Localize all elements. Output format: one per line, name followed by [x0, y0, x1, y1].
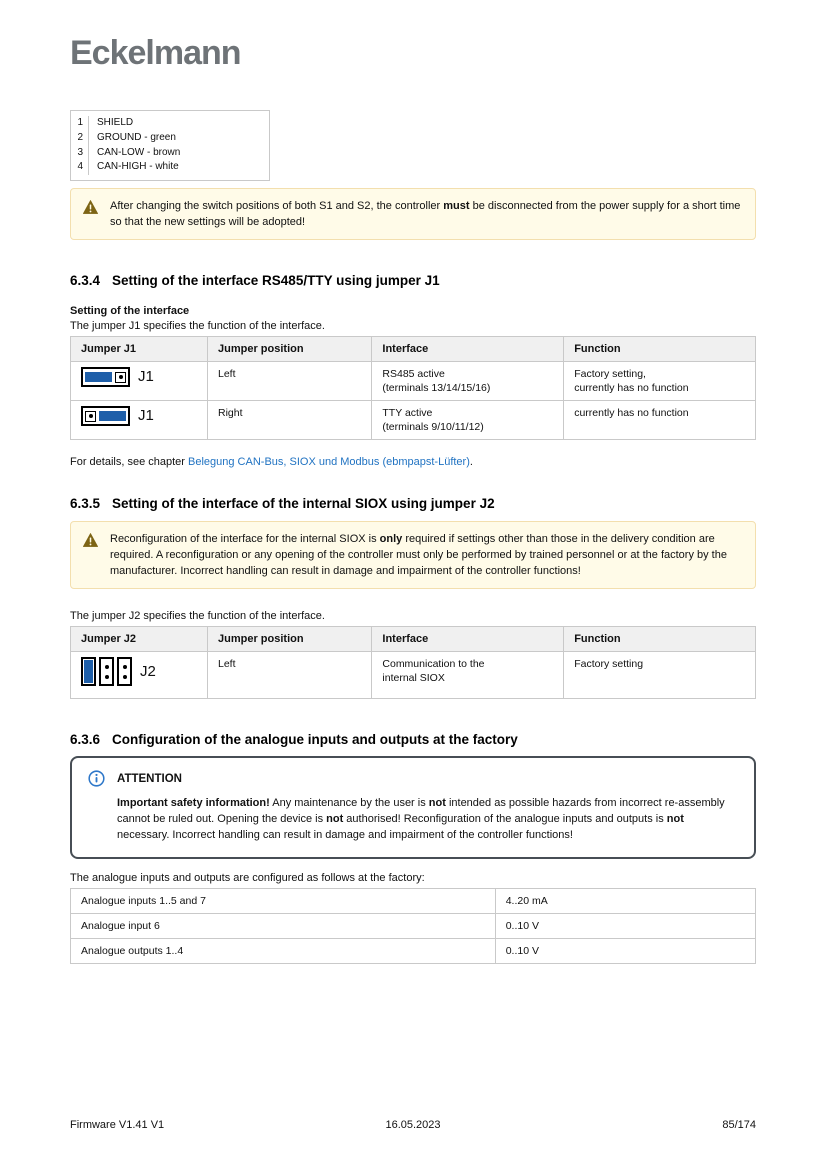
warning-text-bold: must	[443, 200, 470, 213]
header-jumper-position: Jumper position	[208, 627, 372, 652]
warning-text-bold: only	[379, 533, 403, 546]
jumper-j2-table	[70, 626, 756, 699]
section-heading-635	[70, 496, 756, 512]
interface-line: (terminals 13/14/15/16)	[382, 382, 491, 395]
section-number: 6.3.5	[70, 496, 101, 512]
header-function: Function	[564, 627, 756, 652]
warning-notice-s1s2	[70, 188, 756, 240]
jumper-label: J2	[140, 662, 156, 680]
page-content	[70, 36, 756, 964]
footer-firmware-version: Firmware V1.41 V1	[70, 1119, 165, 1131]
warning-text-post: be disconnected from the power supply for a short time so that the new settings will be adopted!	[110, 200, 741, 229]
attention-body	[117, 795, 738, 843]
jumper-label: J1	[138, 407, 154, 425]
analogue-value-cell: 0..10 V	[495, 939, 755, 964]
header-interface: Interface	[372, 627, 564, 652]
j1-intro-text: The jumper J1 specifies the function of the interface.	[70, 320, 325, 333]
position-cell: Right	[208, 401, 372, 440]
can-connector-legend	[70, 110, 270, 181]
interface-cell	[372, 401, 564, 440]
warning-triangle-icon	[83, 200, 98, 214]
warning-text	[110, 531, 743, 579]
legend-label: CAN-LOW - brown	[97, 146, 181, 158]
section-title: Setting of the interface RS485/TTY using jumper J1	[112, 273, 440, 289]
legend-number: 3	[71, 146, 89, 161]
attention-seg: Any maintenance by the user is	[269, 797, 429, 810]
legend-row	[71, 131, 269, 146]
position-cell: Left	[208, 362, 372, 401]
table-row	[71, 914, 756, 939]
attention-seg-bold: not	[428, 797, 446, 810]
table-row	[71, 889, 756, 914]
section-title: Configuration of the analogue inputs and outputs at the factory	[112, 732, 518, 748]
section-number: 6.3.4	[70, 273, 101, 289]
header-jumper-j1: Jumper J1	[71, 337, 208, 362]
jumper-j1-right-icon	[81, 406, 130, 426]
section-heading-636	[70, 732, 756, 748]
details-post: .	[469, 456, 473, 469]
header-function: Function	[564, 337, 756, 362]
interface-line: Communication to the	[382, 658, 485, 671]
warning-text-pre: Reconfiguration of the interface for the internal SIOX is	[110, 533, 380, 546]
attention-seg: intended as possible hazards from incorrect re-assembly cannot be ruled out. Opening the device is	[117, 797, 725, 826]
analogue-value-cell: 4..20 mA	[495, 889, 755, 914]
attention-seg-bold: not	[666, 813, 684, 826]
attention-seg: necessary. Incorrect handling can result in damage and impairment of the controller functions!	[117, 829, 573, 842]
info-circle-icon	[88, 770, 105, 787]
analogue-value-cell: 0..10 V	[495, 914, 755, 939]
legend-row	[71, 146, 269, 161]
legend-label: GROUND - green	[97, 131, 176, 143]
jumper-j2-left-icon	[81, 657, 132, 686]
analogue-label-cell: Analogue inputs 1..5 and 7	[71, 889, 496, 914]
j2-intro-text: The jumper J2 specifies the function of the interface.	[70, 610, 325, 623]
interface-line: TTY active	[382, 407, 433, 420]
function-line: Factory setting,	[574, 368, 646, 381]
section-title: Setting of the interface of the internal SIOX using jumper J2	[112, 496, 495, 512]
legend-row	[71, 116, 269, 131]
section-heading-634	[70, 273, 756, 289]
interface-cell	[372, 652, 564, 699]
position-cell: Left	[208, 652, 372, 699]
function-cell	[564, 401, 756, 440]
legend-row	[71, 160, 269, 175]
interface-line: RS485 active	[382, 368, 445, 381]
jumper-cell	[71, 362, 208, 401]
attention-box	[70, 756, 756, 859]
footer-date: 16.05.2023	[385, 1119, 441, 1131]
legend-number: 4	[71, 160, 89, 175]
function-line: currently has no function	[574, 407, 689, 420]
table-header-row	[71, 337, 756, 362]
jumper-cell	[71, 401, 208, 440]
details-line	[70, 455, 756, 470]
legend-label: SHIELD	[97, 117, 134, 128]
legend-number: 2	[71, 131, 89, 146]
interface-line: (terminals 9/10/11/12)	[382, 421, 484, 434]
function-cell: Factory setting	[564, 652, 756, 699]
interface-line: internal SIOX	[382, 672, 445, 685]
warning-text-pre: After changing the switch positions of both S1 and S2, the controller	[110, 200, 444, 213]
legend-number: 1	[71, 116, 89, 131]
attention-seg: authorised! Reconfiguration of the analogue inputs and outputs is	[343, 813, 667, 826]
attention-title: ATTENTION	[117, 772, 182, 785]
analogue-intro-text: The analogue inputs and outputs are configured as follows at the factory:	[70, 872, 425, 885]
table-row	[71, 652, 756, 699]
warning-text-post: required if settings other than those in the delivery condition are required. A reconfiguration or any opening of the controller must only be performed by trained personnel or at the factory by the manufacturer. Incorrect handling can result in damage and impairment of the controller functions!	[110, 533, 727, 578]
details-pre: For details, see chapter	[70, 456, 189, 469]
table-row	[71, 939, 756, 964]
table-header-row	[71, 627, 756, 652]
jumper-cell	[71, 652, 208, 699]
analogue-label-cell: Analogue input 6	[71, 914, 496, 939]
page-footer	[70, 1119, 756, 1131]
footer-page-number: 85/174	[722, 1119, 757, 1131]
table-row	[71, 362, 756, 401]
analogue-config-table	[70, 888, 756, 964]
chapter-link[interactable]: Belegung CAN-Bus, SIOX und Modbus (ebmpapst-Lüfter)	[188, 456, 470, 469]
warning-text	[110, 198, 743, 230]
header-jumper-j2: Jumper J2	[71, 627, 208, 652]
interface-cell	[372, 362, 564, 401]
subheading-setting-interface: Setting of the interface	[70, 305, 190, 318]
warning-notice-siox	[70, 521, 756, 589]
jumper-j1-table	[70, 336, 756, 440]
jumper-label: J1	[138, 368, 154, 386]
company-logo: Eckelmann	[70, 34, 241, 72]
function-line: currently has no function	[574, 382, 689, 395]
attention-seg-bold: not	[326, 813, 344, 826]
attention-title-row	[88, 770, 738, 787]
jumper-j1-left-icon	[81, 367, 130, 387]
warning-triangle-icon	[83, 533, 98, 547]
section-number: 6.3.6	[70, 732, 101, 748]
header-jumper-position: Jumper position	[208, 337, 372, 362]
legend-label: CAN-HIGH - white	[97, 161, 179, 173]
attention-seg-bold: Important safety information!	[117, 797, 270, 810]
table-row	[71, 401, 756, 440]
function-cell	[564, 362, 756, 401]
analogue-label-cell: Analogue outputs 1..4	[71, 939, 496, 964]
header-interface: Interface	[372, 337, 564, 362]
